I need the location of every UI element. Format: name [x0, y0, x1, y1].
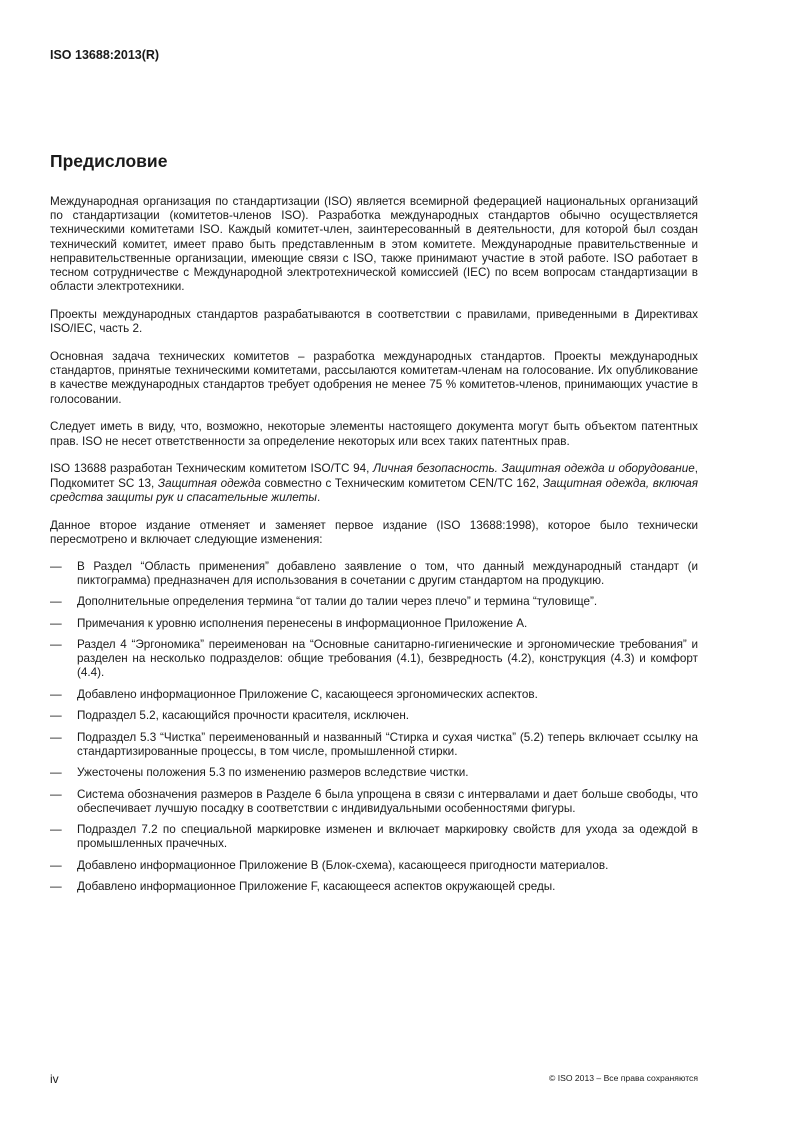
- list-item: [50, 823, 698, 851]
- paragraph-prepared-by: [50, 462, 698, 505]
- paragraph-committees: Основная задача технических комитетов – разработка международных стандартов. Проекты международных стандартов, принятые техническими комитетами, рассылаются комитетам-членам на голосование. Их опубликование в качестве международных стандартов требует одобрения не менее 75 % комитетов-членов, принимающих участие в голосовании.: [50, 350, 698, 406]
- list-item-text: Система обозначения размеров в Разделе 6 была упрощена в связи с интервалами и дает больше свободы, что обеспечивает лучшую посадку в соответствии с индивидуальными особенностями фигуры.: [77, 787, 698, 815]
- prepared-by-text: ISO 13688 разработан Техническим комитетом ISO/TC 94,: [50, 462, 374, 476]
- list-item-text: Добавлено информационное Приложение F, касающееся аспектов окружающей среды.: [77, 880, 556, 894]
- list-item-text: Подраздел 5.2, касающийся прочности красителя, исключен.: [77, 709, 410, 723]
- list-item-text: Добавлено информационное Приложение C, касающееся эргономических аспектов.: [77, 687, 538, 701]
- list-dash: —: [50, 787, 62, 801]
- list-dash: —: [50, 880, 62, 894]
- copyright-notice: © ISO 2013 – Все права сохраняются: [548, 1073, 698, 1083]
- list-item-text: В Раздел “Область применения” добавлено заявление о том, что данный международный стандарт (и пиктограмма) предназначен для использования в сочетании с другим стандартом на продукцию.: [77, 559, 698, 587]
- list-item: [50, 880, 698, 894]
- list-dash: —: [50, 595, 62, 609]
- list-item-text: Подраздел 5.3 “Чистка” переименованный и названный “Стирка и сухая чистка” (5.2) теперь включает ссылку на стандартизированные процессы, в том числе, промышленной стирки.: [77, 730, 698, 758]
- list-dash: —: [50, 638, 62, 651]
- paragraph-patents: Следует иметь в виду, что, возможно, некоторые элементы настоящего документа могут быть объектом патентных прав. ISO не несет ответственности за определение некоторых или всех таких патентных прав.: [50, 420, 698, 448]
- list-dash: —: [50, 709, 62, 723]
- list-dash: —: [50, 823, 62, 837]
- prepared-by-text: , Подкомитет SC 13,: [50, 462, 698, 490]
- page-number: iv: [50, 1072, 59, 1086]
- list-item-text: Дополнительные определения термина “от талии до талии через плечо” и термина “туловище”.: [77, 595, 598, 609]
- list-item: [50, 709, 698, 723]
- list-item: [50, 638, 698, 681]
- prepared-by-text: .: [316, 490, 321, 504]
- list-item-text: Ужесточены положения 5.3 по изменению размеров вследствие чистки.: [77, 766, 469, 780]
- list-dash: —: [50, 687, 62, 701]
- list-item: [50, 731, 698, 759]
- list-dash: —: [50, 858, 62, 872]
- list-item-text: Примечания к уровню исполнения перенесены в информационное Приложение A.: [77, 616, 528, 630]
- page-title: Предисловие: [50, 151, 168, 171]
- list-dash: —: [50, 616, 62, 630]
- list-item: [50, 688, 698, 702]
- document-id-header: ISO 13688:2013(R): [50, 48, 160, 62]
- list-item: [50, 859, 698, 873]
- committee-tc94-title: Личная безопасность. Защитная одежда и оборудование: [373, 462, 695, 476]
- list-item: [50, 560, 698, 588]
- prepared-by-text: совместно с Техническим комитетом CEN/TC 162,: [260, 476, 543, 490]
- list-item-text: Подраздел 7.2 по специальной маркировке изменен и включает маркировку свойств для ухода за одеждой в промышленных прачечных.: [77, 823, 698, 851]
- document-body: [50, 195, 698, 902]
- changes-list: [50, 560, 698, 895]
- subcommittee-sc13-title: Защитная одежда: [157, 476, 261, 490]
- list-dash: —: [50, 766, 62, 780]
- paragraph-directives: Проекты международных стандартов разрабатываются в соответствии с правилами, приведенными в Директивах ISO/IEC, часть 2.: [50, 308, 698, 336]
- list-item: [50, 595, 698, 609]
- list-dash: —: [50, 730, 62, 744]
- list-item: [50, 617, 698, 631]
- list-item: [50, 788, 698, 816]
- list-dash: —: [50, 559, 62, 573]
- committee-tc162-title: Защитная одежда, включая средства защиты рук и спасательные жилеты: [50, 476, 699, 504]
- list-item: [50, 766, 698, 780]
- paragraph-iso-overview: Международная организация по стандартизации (ISO) является всемирной федерацией национальных организаций по стандартизации (комитетов-членов ISO). Разработка международных стандартов обычно осуществляется техническими комитетами ISO. Каждый комитет-член, заинтересованный в деятельности, для которой был создан технический комитет, имеет право быть представленным в этом комитете. Международные правительственные и неправительственные организации, имеющие связи с ISO, также принимают участие в этой работе. ISO работает в тесном сотрудничестве с Международной электротехнической комиссией (IEC) по всем вопросам стандартизации в области электротехники.: [50, 195, 698, 294]
- list-item-text: Раздел 4 “Эргономика” переименован на “Основные санитарно-гигиенические и эргономические требования” и разделен на несколько подразделов: общие требования (4.1), безвредность (4.2), конструкция (4.3) и комфорт (4.4).: [77, 638, 698, 680]
- paragraph-edition: Данное второе издание отменяет и заменяет первое издание (ISO 13688:1998), которое было технически пересмотрено и включает следующие изменения:: [50, 518, 698, 546]
- list-item-text: Добавлено информационное Приложение B (Блок-схема), касающееся пригодности материалов.: [77, 858, 609, 872]
